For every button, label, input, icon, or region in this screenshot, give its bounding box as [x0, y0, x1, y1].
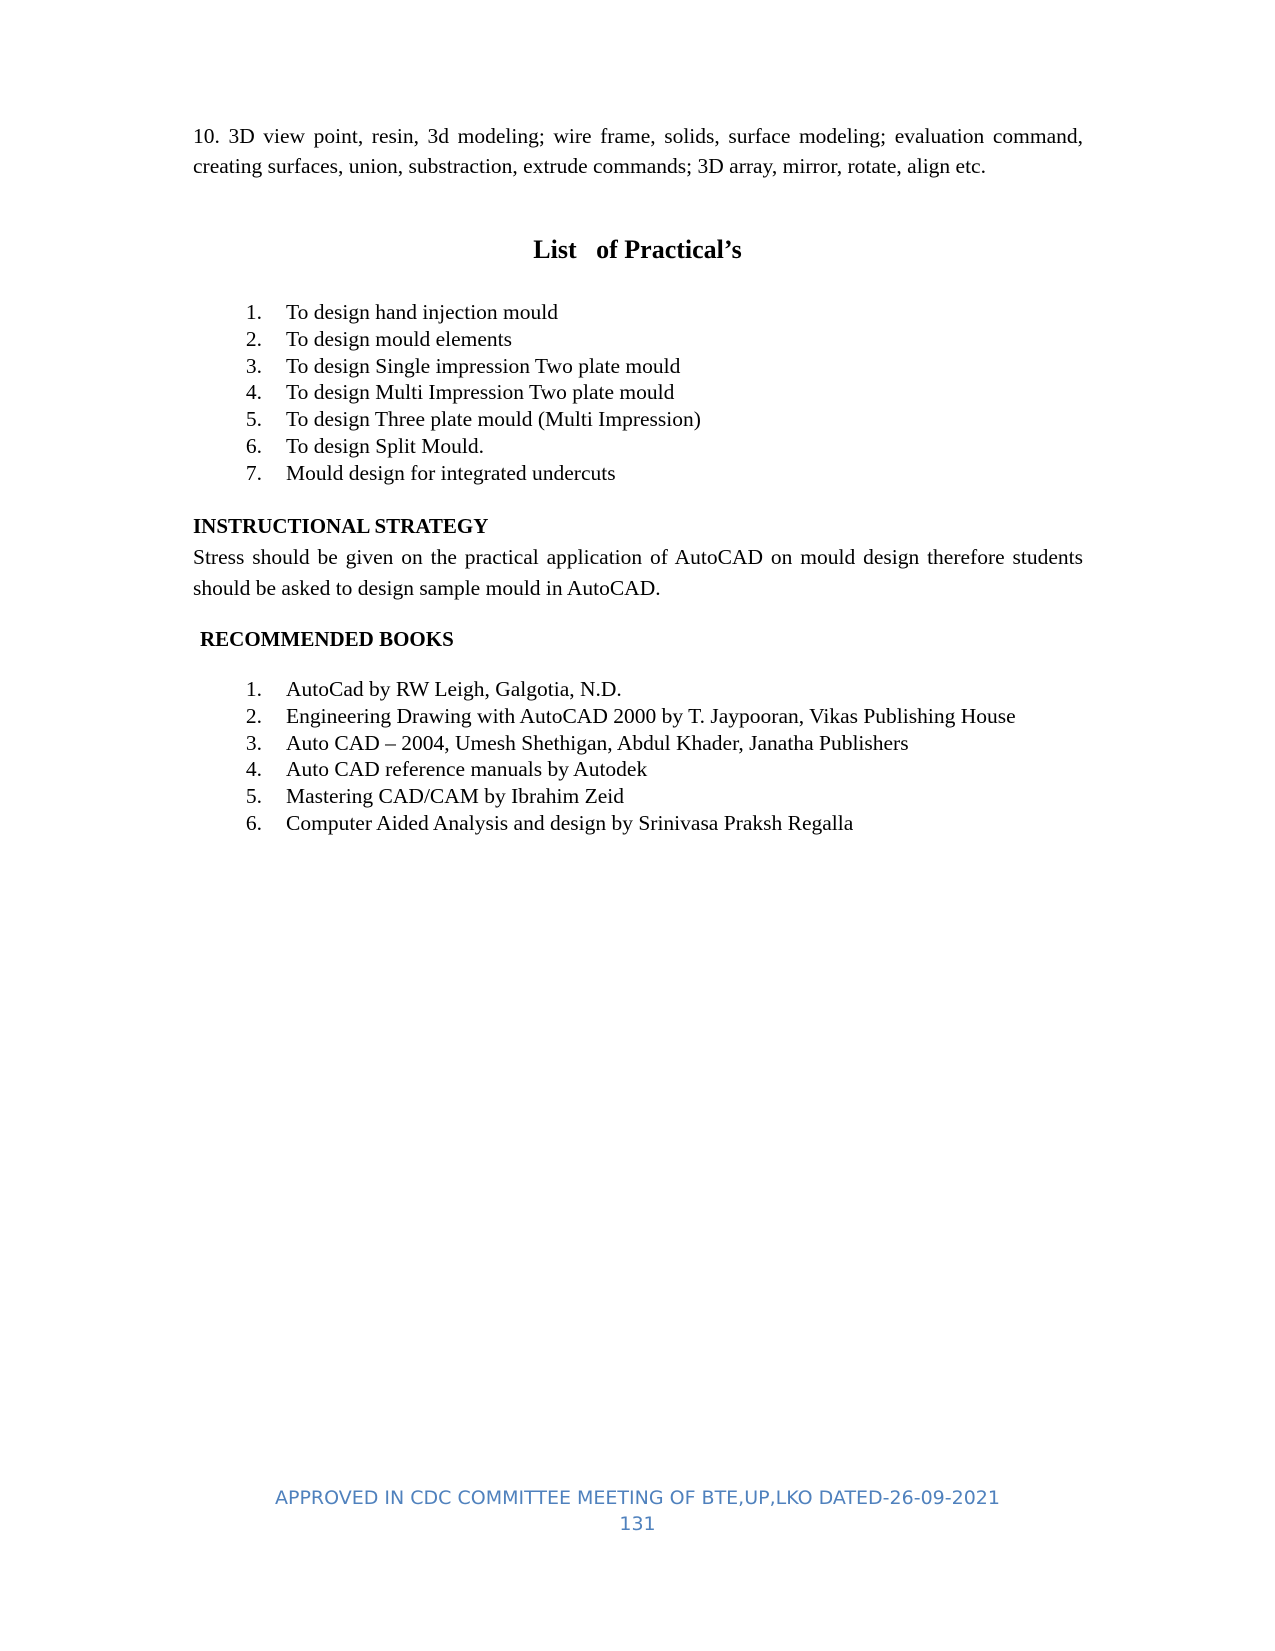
list-item-number: 7.: [245, 460, 262, 485]
list-item-text: Auto CAD – 2004, Umesh Shethigan, Abdul Khader, Janatha Publishers: [286, 730, 909, 755]
list-item-number: 4.: [245, 380, 262, 405]
list-item: [222, 676, 1016, 703]
list-item: [222, 730, 1016, 757]
list-item-number: 4.: [245, 757, 262, 782]
list-item: [222, 379, 701, 406]
list-item: [222, 433, 701, 460]
list-item: [222, 406, 701, 433]
list-item-text: To design Split Mould.: [286, 433, 484, 458]
practicals-title: List of Practical’s: [533, 235, 742, 264]
list-item: [222, 299, 701, 326]
list-item-text: Computer Aided Analysis and design by Srinivasa Praksh Regalla: [286, 810, 854, 835]
list-item-text: To design Multi Impression Two plate mould: [286, 380, 675, 405]
practicals-list: [222, 299, 701, 487]
instructional-strategy-text: Stress should be given on the practical application of AutoCAD on mould design therefore students should be asked to design sample mould in AutoCAD.: [193, 545, 1083, 600]
list-item-number: 1.: [245, 677, 262, 701]
list-item: [222, 460, 701, 487]
list-item: [222, 756, 1016, 783]
list-item-text: Auto CAD reference manuals by Autodek: [286, 757, 648, 782]
list-item: [222, 353, 701, 380]
list-item-number: 3.: [245, 730, 262, 755]
list-item: [222, 703, 1016, 730]
list-item-text: AutoCad by RW Leigh, Galgotia, N.D.: [286, 677, 622, 701]
list-item-number: 5.: [245, 784, 262, 809]
instructional-strategy-heading: INSTRUCTIONAL STRATEGY: [193, 514, 489, 538]
list-item-number: 3.: [245, 353, 262, 378]
list-item: [222, 810, 1016, 837]
list-item-number: 2.: [245, 703, 262, 728]
page-number: 131: [619, 1513, 656, 1535]
list-item: [222, 326, 701, 353]
list-item-number: 6.: [245, 433, 262, 458]
list-item-text: To design Single impression Two plate mould: [286, 353, 681, 378]
list-item-text: Mastering CAD/CAM by Ibrahim Zeid: [286, 784, 624, 809]
list-item-text: Mould design for integrated undercuts: [286, 460, 616, 485]
list-item-number: 2.: [245, 326, 262, 351]
list-item-number: 5.: [245, 407, 262, 432]
list-item-number: 6.: [245, 810, 262, 835]
list-item-text: To design mould elements: [286, 326, 513, 351]
list-item-number: 1.: [245, 300, 262, 324]
footer-approval-note: APPROVED IN CDC COMMITTEE MEETING OF BTE,UP,LKO DATED-26-09-2021: [275, 1487, 1000, 1509]
list-item: [222, 783, 1016, 810]
intro-paragraph: 10. 3D view point, resin, 3d modeling; wire frame, solids, surface modeling; evaluation command, creating surfaces, union, substraction, extrude commands; 3D array, mirror, rotate, align etc.: [193, 124, 1083, 178]
list-item-text: Engineering Drawing with AutoCAD 2000 by T. Jaypooran, Vikas Publishing House: [286, 703, 1016, 728]
recommended-books-heading: RECOMMENDED BOOKS: [200, 627, 454, 651]
list-item-text: To design Three plate mould (Multi Impression): [286, 407, 701, 432]
recommended-books-list: [222, 676, 1016, 837]
list-item-text: To design hand injection mould: [286, 300, 558, 324]
